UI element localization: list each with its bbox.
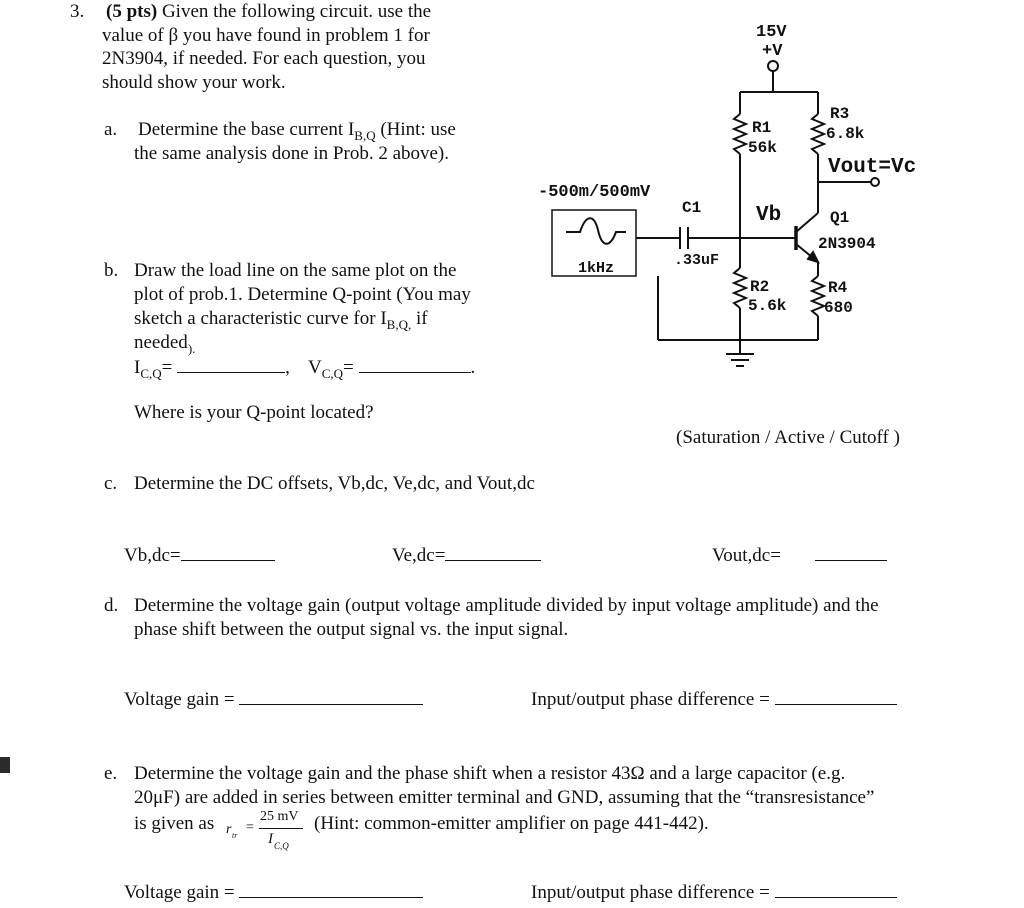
part-e-hint: (Hint: common-emitter amplifier on page 441-442). bbox=[314, 813, 709, 834]
page-edge-marker bbox=[0, 757, 10, 773]
q1-collector bbox=[796, 213, 818, 232]
q1-name: Q1 bbox=[830, 209, 850, 227]
r1-value: 56k bbox=[748, 139, 777, 157]
r2-resistor bbox=[734, 268, 746, 308]
vout-dc-answer: Vout,dc= bbox=[712, 544, 887, 568]
r2-name: R2 bbox=[750, 278, 770, 296]
part-e-line-3: is given as bbox=[134, 813, 215, 834]
r3-value: 6.8k bbox=[826, 125, 865, 143]
supply-terminal bbox=[768, 61, 778, 71]
r4-name: R4 bbox=[828, 279, 848, 297]
q-point-question: Where is your Q-point located? bbox=[134, 402, 374, 423]
e-phase-blank[interactable] bbox=[775, 881, 897, 898]
c1-value: .33uF bbox=[674, 252, 720, 269]
part-d-letter: d. bbox=[104, 595, 119, 616]
q1-emitter-arrow bbox=[808, 252, 818, 262]
vout-dc-blank[interactable] bbox=[815, 544, 887, 561]
part-b-line-2: plot of prob.1. Determine Q-point (You may bbox=[134, 284, 471, 305]
intro-line-4: should show your work. bbox=[102, 72, 286, 93]
c1-name: C1 bbox=[682, 199, 702, 217]
part-a-line-2: the same analysis done in Prob. 2 above). bbox=[134, 143, 450, 164]
part-a-letter: a. bbox=[104, 119, 118, 140]
d-gain-blank[interactable] bbox=[239, 688, 423, 705]
transresistance-formula: r tr = 25 mV I C,Q bbox=[226, 808, 316, 858]
intro-line-1: Given the following circuit. use the bbox=[161, 1, 432, 22]
problem-number: 3. bbox=[70, 1, 85, 22]
vb-dc-blank[interactable] bbox=[181, 544, 275, 561]
part-c-text: Determine the DC offsets, Vb,dc, Ve,dc, and Vout,dc bbox=[134, 473, 535, 494]
r3-resistor bbox=[812, 114, 824, 154]
vc-q-answer: $V_{C,Q}=$ . bbox=[308, 357, 476, 381]
part-d-line-1: Determine the voltage gain (output voltage amplitude divided by input voltage amplitude) and the bbox=[134, 595, 879, 616]
part-e-line-1: Determine the voltage gain and the phase shift when a resistor 43Ω and a large capacitor (e.g. bbox=[134, 763, 846, 784]
vout-terminal bbox=[871, 178, 879, 186]
r1-resistor bbox=[734, 114, 746, 154]
r4-value: 680 bbox=[824, 299, 853, 317]
e-phase-answer: Input/output phase difference = bbox=[531, 881, 897, 905]
ve-dc-answer: Ve,dc= bbox=[392, 544, 541, 568]
part-b-letter: b. bbox=[104, 260, 119, 281]
r2-value: 5.6k bbox=[748, 297, 787, 315]
supply-value: 15V bbox=[756, 23, 787, 42]
ve-dc-blank[interactable] bbox=[445, 544, 541, 561]
intro-line-2: value of β you have found in problem 1 for bbox=[102, 25, 430, 46]
part-b-line-1: Draw the load line on the same plot on the bbox=[134, 260, 457, 281]
part-d-line-2: phase shift between the output signal vs. the input signal. bbox=[134, 619, 569, 640]
problem-intro bbox=[106, 0, 431, 24]
intro-line-3: 2N3904, if needed. For each question, you bbox=[102, 48, 426, 69]
part-b-line-4: needed$_{).}$ bbox=[134, 332, 196, 356]
part-a-line-1: Determine the base current $I_{B,Q}$ (Hint: use bbox=[138, 119, 456, 143]
ic-q-blank[interactable] bbox=[177, 356, 285, 373]
r4-resistor bbox=[812, 276, 824, 316]
vb-label: Vb bbox=[756, 204, 782, 227]
part-c-letter: c. bbox=[104, 473, 118, 494]
r3-name: R3 bbox=[830, 105, 850, 123]
e-gain-answer: Voltage gain = bbox=[124, 881, 423, 905]
d-phase-blank[interactable] bbox=[775, 688, 897, 705]
source-amplitude: -500m/500mV bbox=[538, 183, 651, 202]
part-e-line-2: 20μF) are added in series between emitter terminal and GND, assuming that the “transresistance” bbox=[134, 787, 875, 808]
source-frequency: 1kHz bbox=[578, 260, 615, 277]
problem-points: (5 pts) bbox=[106, 1, 158, 22]
circuit-diagram bbox=[520, 0, 960, 380]
ic-q-answer: $I_{C,Q}=$ , bbox=[134, 357, 290, 381]
sine-icon bbox=[566, 218, 626, 244]
vc-q-blank[interactable] bbox=[359, 356, 471, 373]
q1-part: 2N3904 bbox=[818, 235, 876, 253]
fraction-bar bbox=[259, 828, 303, 829]
vb-dc-answer: Vb,dc= bbox=[124, 544, 275, 568]
e-gain-blank[interactable] bbox=[239, 881, 423, 898]
part-b-line-3: sketch a characteristic curve for $I_{B,Q,}$ if bbox=[134, 308, 428, 332]
circuit-labels bbox=[538, 23, 916, 317]
vout-label: Vout=Vc bbox=[828, 156, 917, 179]
supply-label: +V bbox=[762, 42, 783, 61]
r1-name: R1 bbox=[752, 119, 772, 137]
part-e-letter: e. bbox=[104, 763, 118, 784]
q-point-options: (Saturation / Active / Cutoff ) bbox=[676, 427, 900, 448]
d-phase-answer: Input/output phase difference = bbox=[531, 688, 897, 712]
d-gain-answer: Voltage gain = bbox=[124, 688, 423, 712]
